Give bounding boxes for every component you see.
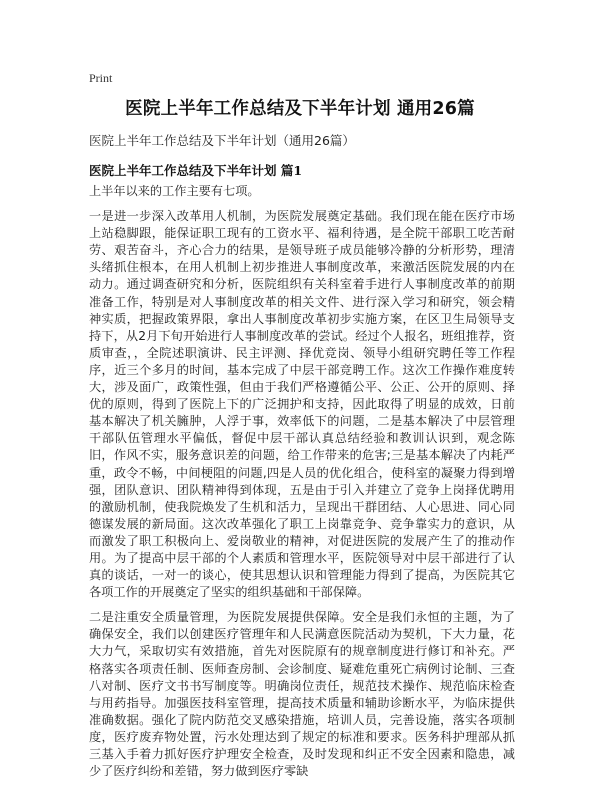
paragraph-intro: 上半年以来的工作主要有七项。: [89, 184, 260, 198]
print-link[interactable]: Print: [89, 71, 113, 85]
document-subtitle: 医院上半年工作总结及下半年计划（通用26篇）: [89, 133, 355, 148]
page-title: 医院上半年工作总结及下半年计划 通用26篇: [125, 99, 475, 119]
paragraph-item-1: 一是进一步深入改革用人机制，为医院发展奠定基础。我们现在能在医疗市场上站稳脚跟，能保证职工现有的工资水平、福利待遇，是全院干部职工吃苦耐劳、艰苦奋斗，齐心合力的结果，是领导班子成员能够冷静的分析形势，理清头绪抓住根本，在用人机制上初步推进人事制度改革，来激活医院发展的内在动力。通过调查研究和分析，医院组织有关科室着手进行人事制度改革的前期准备工作，特别是对人事制度改革的相关文件、进行深入学习和研究，领会精神实质，把握政策界限，拿出人事制度改革初步实施方案，在区卫生局领导支持下，从2月下旬开始进行人事制度改革的尝试。经过个人报名，班组推荐，资质审查，，全院述职演讲、民主评测、择优竞岗、领导小组研究聘任等工作程序，近三个多月的时间，基本完成了中层干部竞聘工作。这次工作操作难度转大，涉及面广，政策性强，但由于我们严格遵循公平、公正、公开的原则、择优的原则，得到了医院上下的广泛拥护和支持，因此取得了明显的成效，日前基本解决了机关臃肿，人浮于事，效率低下的问题，二是基本解决了中层管理干部队伍管理水平偏低，督促中层干部认真总结经验和教训认识到，观念陈旧，作风不实，服务意识差的问题，给工作带来的危害;三是基本解决了内耗严重，政令不畅，中间梗阻的问题,四是人员的优化组合，使科室的凝聚力得到增强，团队意识、团队精神得到体现，五是由于引入并建立了竞争上岗择优聘用的激励机制，使我院焕发了生机和活力，呈现出干群团结、人心思进、同心同德谋发展的新局面。这次改革强化了职工上岗靠竞争、竞争靠实力的意识，从而激发了职工积极向上、爱岗敬业的精神，对促进医院的发展产生了的推动作用。为了提高中层干部的个人素质和管理水平，医院领导对中层干部进行了认真的谈话，一对一的谈心，使其思想认识和管理能力得到了提高，为医院其它各项工作的开展奠定了坚实的组织基础和干部保障。: [89, 209, 515, 600]
section-heading: 医院上半年工作总结及下半年计划 篇1: [89, 163, 303, 178]
paragraph-item-2: 二是注重安全质量管理，为医院发展提供保障。安全是我们永恒的主题，为了确保安全，我们以创建医疗管理年和人民满意医院活动为契机，下大力量，花大力气，采取切实有效措施，首先对医院原有的规章制度进行修订和补充。严格落实各项责任制、医师查房制、会诊制度、疑难危重死亡病例讨论制、三查八对制、医疗文书书写制度等。明确岗位责任，规范技术操作、规范临床检查与用药指导。加强医技科室管理，提高技术质量和辅助诊断水平，为临床提供准确数据。强化了院内防范交叉感染措施，培训人员，完善设施，落实各项制度，医疗废弃物处置，污水处理达到了规定的标准和要求。医务科护理部从抓三基入手着力抓好医疗护理安全检查，及时发现和纠正不安全因素和隐患，减少了医疗纠纷和差错，努力做到医疗零缺: [89, 610, 515, 779]
document-body: [89, 183, 515, 788]
